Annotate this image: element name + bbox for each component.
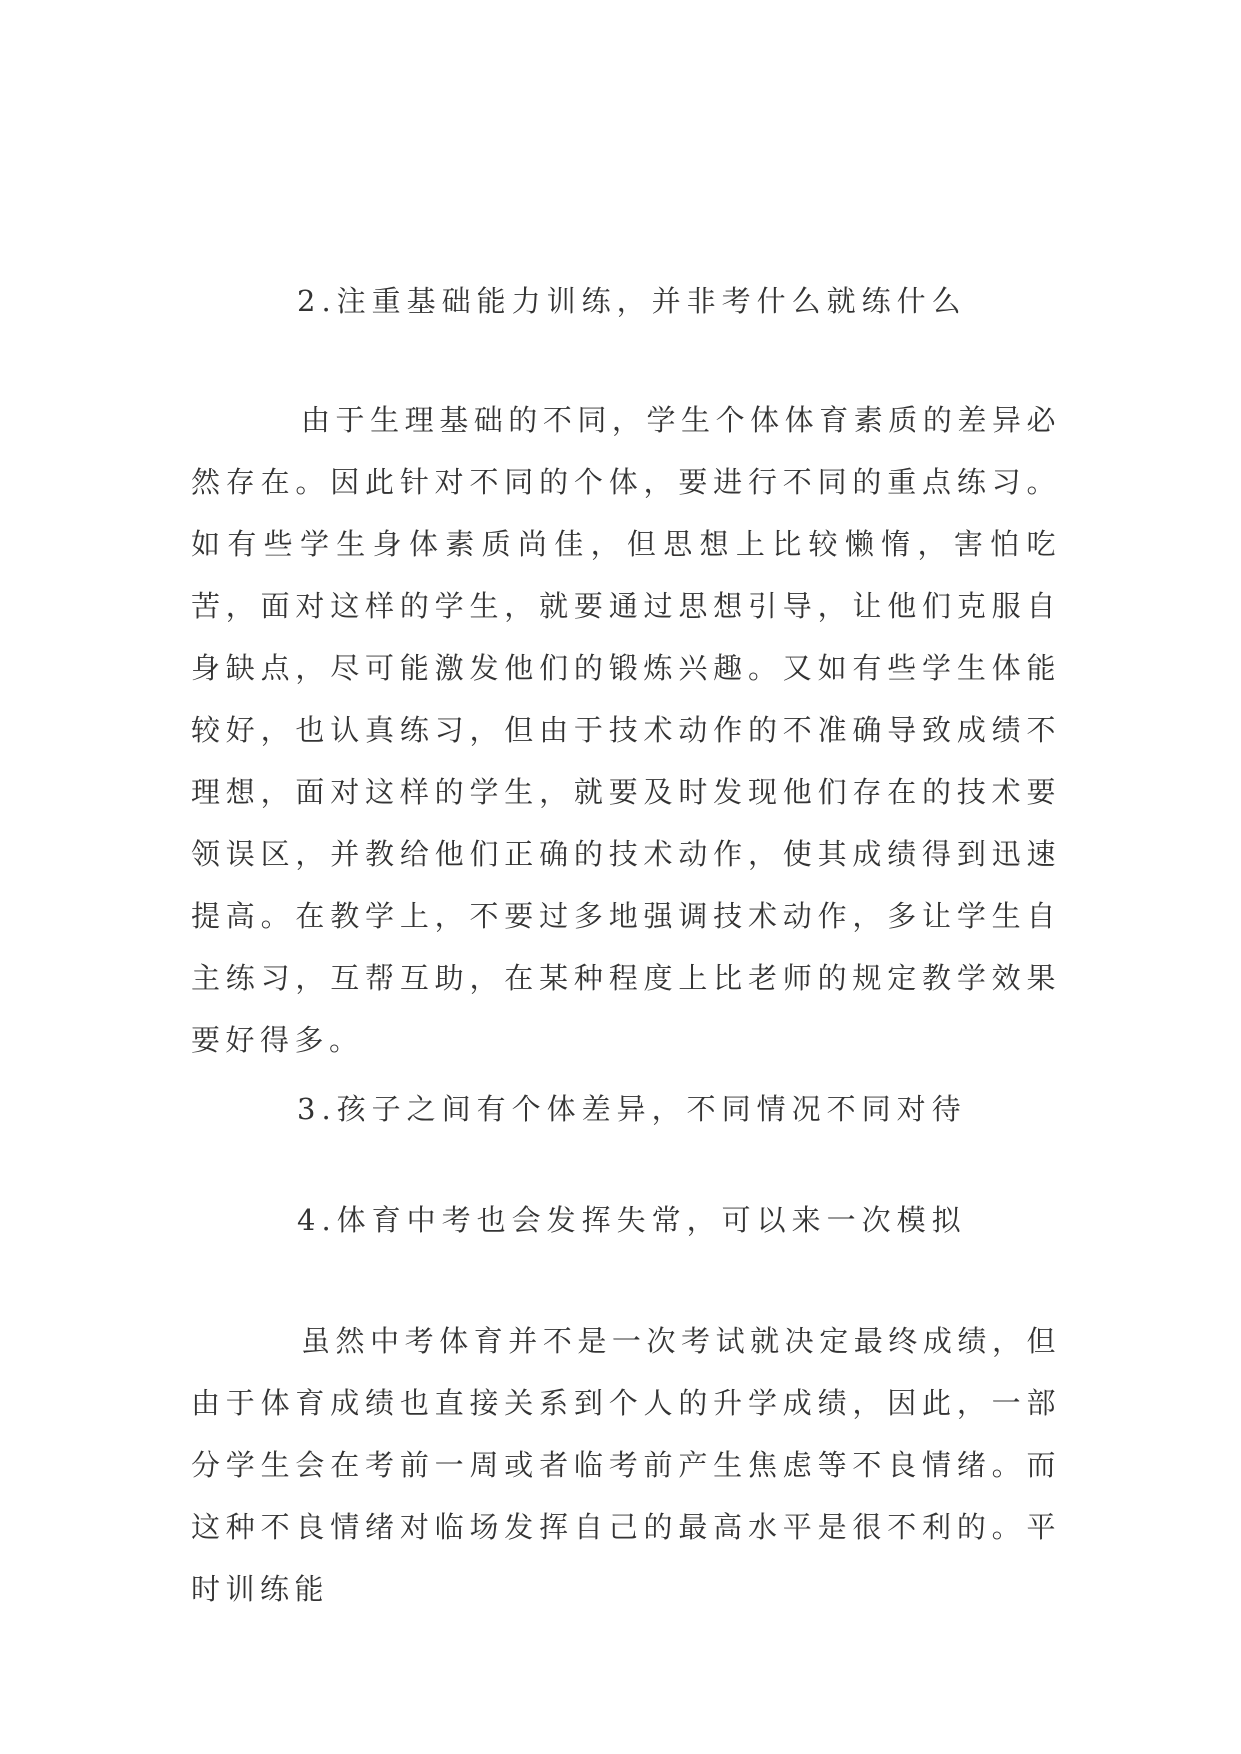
paragraph-exam-anxiety: 虽然中考体育并不是一次考试就决定最终成绩，但由于体育成绩也直接关系到个人的升学成绩，因此，一部分学生会在考前一周或者临考前产生焦虑等不良情绪。而这种不良情绪对临场发挥自己的最高水平是很不利的。平时训练能 (191, 1324, 1061, 1606)
section-heading-4: 4.体育中考也会发挥失常，可以来一次模拟 (297, 1203, 967, 1237)
paragraph-training-differences: 由于生理基础的不同，学生个体体育素质的差异必然存在。因此针对不同的个体，要进行不同的重点练习。如有些学生身体素质尚佳，但思想上比较懒惰，害怕吃苦，面对这样的学生，就要通过思想引导，让他们克服自身缺点，尽可能激发他们的锻炼兴趣。又如有些学生体能较好，也认真练习，但由于技术动作的不准确导致成绩不理想，面对这样的学生，就要及时发现他们存在的技术要领误区，并教给他们正确的技术动作，使其成绩得到迅速提高。在教学上，不要过多地强调技术动作，多让学生自主练习，互帮互助，在某种程度上比老师的规定教学效果要好得多。 (191, 403, 1061, 1057)
section-heading-3: 3.孩子之间有个体差异，不同情况不同对待 (297, 1092, 967, 1126)
section-heading-2: 2.注重基础能力训练，并非考什么就练什么 (297, 284, 967, 318)
